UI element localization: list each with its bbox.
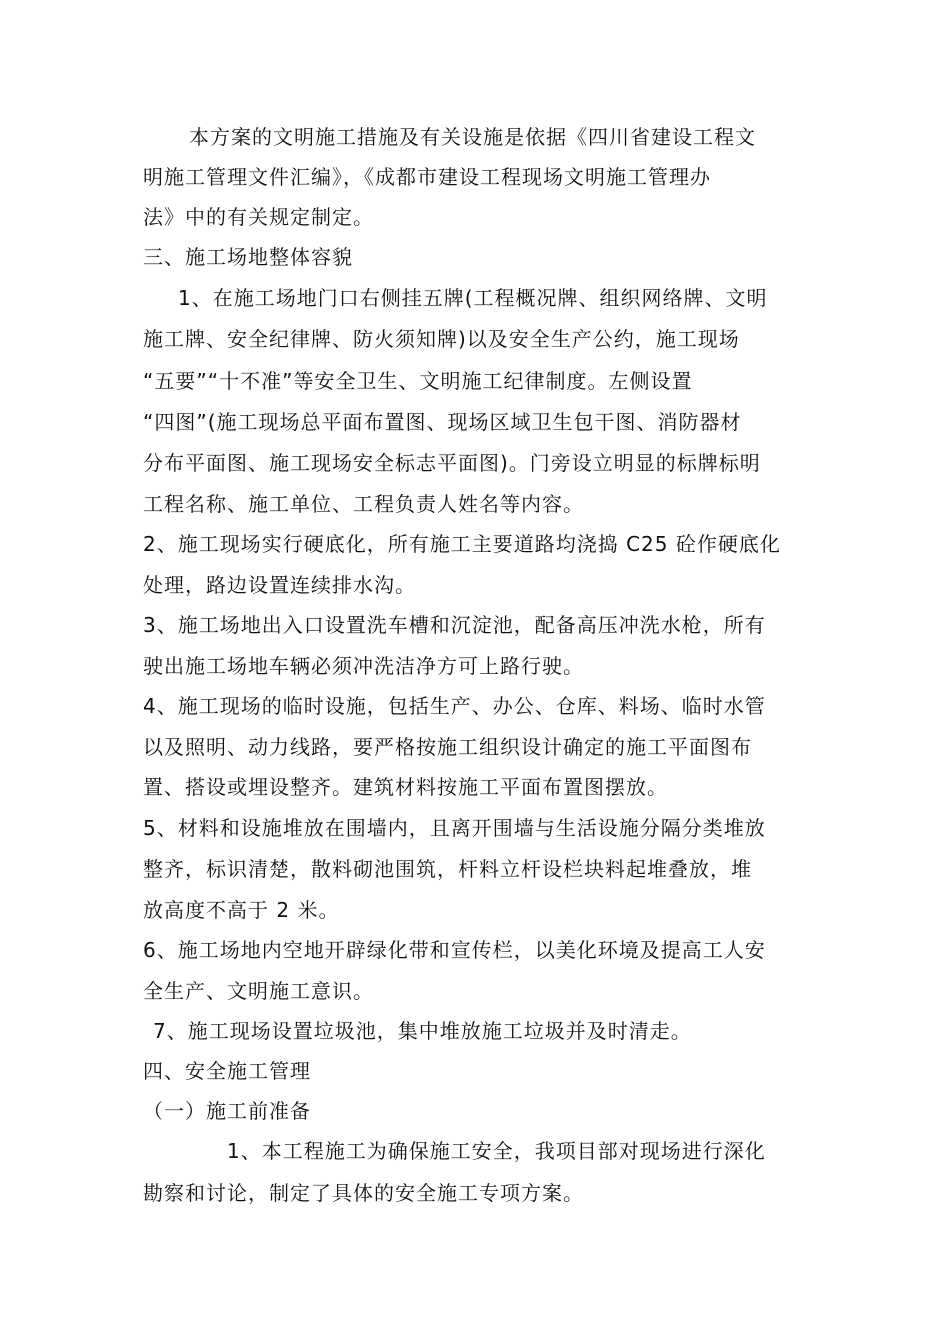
text-line: 整齐，标识清楚，散料砌池围筑，杆料立杆设栏块料起堆叠放，堆 bbox=[143, 857, 752, 881]
text-line: 6、施工场地内空地开辟绿化带和宣传栏，以美化环境及提高工人安 bbox=[143, 938, 766, 962]
text-line: 1、在施工场地门口右侧挂五牌(工程概况牌、组织网络牌、文明 bbox=[178, 286, 768, 310]
text-line: 施工牌、安全纪律牌、防火须知牌)以及安全生产公约，施工现场 bbox=[143, 327, 740, 351]
text-line: 3、施工场地出入口设置洗车槽和沉淀池，配备高压冲洗水枪，所有 bbox=[143, 613, 766, 637]
text-line: 置、搭设或埋设整齐。建筑材料按施工平面布置图摆放。 bbox=[143, 775, 668, 799]
text-line: 放高度不高于 2 米。 bbox=[143, 898, 340, 922]
text-line: 工程名称、施工单位、工程负责人姓名等内容。 bbox=[143, 492, 584, 516]
text-line: 4、施工现场的临时设施，包括生产、办公、仓库、料场、临时水管 bbox=[143, 694, 766, 718]
text-line: “四图”(施工现场总平面布置图、现场区域卫生包干图、消防器材 bbox=[143, 410, 742, 434]
text-line: 分布平面图、施工现场安全标志平面图)。门旁设立明显的标牌标明 bbox=[143, 451, 761, 475]
section-heading: 四、安全施工管理 bbox=[143, 1059, 311, 1083]
text-line: 全生产、文明施工意识。 bbox=[143, 979, 374, 1003]
text-line: 1、本工程施工为确保施工安全，我项目部对现场进行深化 bbox=[227, 1139, 766, 1163]
text-line: 本方案的文明施工措施及有关设施是依据《四川省建设工程文 bbox=[189, 125, 756, 149]
text-line: 5、材料和设施堆放在围墙内，且离开围墙与生活设施分隔分类堆放 bbox=[143, 816, 766, 840]
section-heading: 三、施工场地整体容貌 bbox=[143, 245, 353, 269]
text-line: “五要”“十不准”等安全卫生、文明施工纪律制度。左侧设置 bbox=[143, 369, 693, 393]
subsection-heading: （一）施工前准备 bbox=[143, 1099, 311, 1123]
text-line: 处理，路边设置连续排水沟。 bbox=[143, 573, 416, 597]
text-line: 7、施工现场设置垃圾池，集中堆放施工垃圾并及时清走。 bbox=[153, 1019, 692, 1043]
text-line: 明施工管理文件汇编》，《成都市建设工程现场文明施工管理办 bbox=[143, 165, 711, 189]
text-line: 以及照明、动力线路，要严格按施工组织设计确定的施工平面图布 bbox=[143, 735, 752, 759]
text-line: 2、施工现场实行硬底化，所有施工主要道路均浇捣 C25 砼作硬底化 bbox=[143, 532, 781, 556]
text-line: 驶出施工场地车辆必须冲洗洁净方可上路行驶。 bbox=[143, 654, 584, 678]
text-line: 勘察和讨论，制定了具体的安全施工专项方案。 bbox=[143, 1181, 584, 1205]
text-line: 法》中的有关规定制定。 bbox=[143, 205, 374, 229]
